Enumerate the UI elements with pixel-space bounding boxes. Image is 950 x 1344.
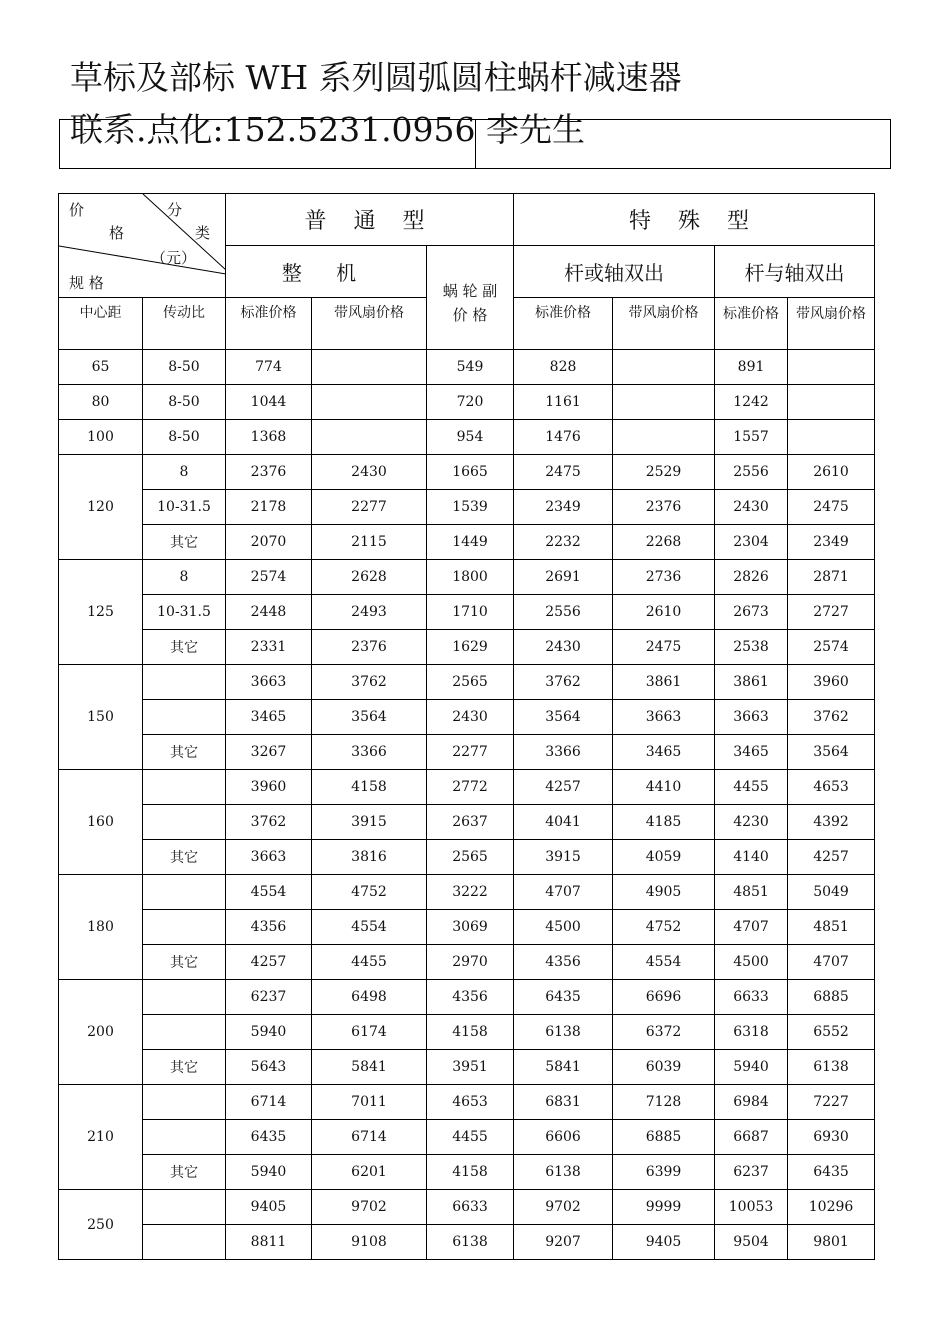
price-cell: 1665	[427, 455, 514, 490]
price-cell: 4257	[226, 945, 312, 980]
contact-box	[59, 110, 891, 169]
price-cell: 4500	[514, 910, 613, 945]
table-row	[59, 735, 875, 770]
corner-lei: 类	[195, 224, 211, 242]
price-cell: 2070	[226, 525, 312, 560]
price-cell: 6696	[613, 980, 715, 1015]
ratio-cell: 其它	[143, 945, 226, 980]
price-cell: 6138	[514, 1015, 613, 1050]
price-cell: 3366	[312, 735, 427, 770]
ratio-cell	[143, 910, 226, 945]
price-cell: 2736	[613, 560, 715, 595]
center-distance-cell: 125	[59, 560, 143, 665]
table-row	[59, 420, 875, 455]
price-cell: 6831	[514, 1085, 613, 1120]
price-cell: 9405	[613, 1225, 715, 1260]
table-row	[59, 770, 875, 805]
price-cell: 7227	[788, 1085, 875, 1120]
contact-name: 李先生	[486, 110, 585, 149]
price-cell: 4851	[715, 875, 788, 910]
price-cell	[788, 350, 875, 385]
price-cell: 3915	[514, 840, 613, 875]
price-cell: 1449	[427, 525, 514, 560]
table-row	[59, 1155, 875, 1190]
price-cell: 2556	[715, 455, 788, 490]
corner-header	[59, 194, 226, 298]
price-cell: 954	[427, 420, 514, 455]
price-cell: 4356	[514, 945, 613, 980]
price-cell	[312, 385, 427, 420]
contact-phone: 联系.点化:152.5231.0956	[70, 110, 476, 149]
center-distance-cell: 250	[59, 1190, 143, 1260]
price-cell	[312, 420, 427, 455]
price-cell: 5049	[788, 875, 875, 910]
table-row	[59, 910, 875, 945]
table-row	[59, 665, 875, 700]
price-cell: 1557	[715, 420, 788, 455]
price-cell: 6372	[613, 1015, 715, 1050]
price-cell: 549	[427, 350, 514, 385]
price-cell: 3663	[715, 700, 788, 735]
ratio-cell: 其它	[143, 630, 226, 665]
price-cell: 2610	[613, 595, 715, 630]
price-cell: 2430	[514, 630, 613, 665]
price-cell: 4455	[312, 945, 427, 980]
price-cell: 8811	[226, 1225, 312, 1260]
price-cell: 1044	[226, 385, 312, 420]
center-distance-cell: 150	[59, 665, 143, 770]
price-cell: 4707	[715, 910, 788, 945]
price-cell: 6498	[312, 980, 427, 1015]
price-cell: 720	[427, 385, 514, 420]
ratio-cell: 8	[143, 560, 226, 595]
price-cell: 2691	[514, 560, 613, 595]
table-row	[59, 1190, 875, 1225]
ratio-cell: 10-31.5	[143, 490, 226, 525]
price-cell: 4041	[514, 805, 613, 840]
worm-pair-price-label: 价 格	[452, 305, 488, 324]
price-cell: 6885	[788, 980, 875, 1015]
table-row	[59, 350, 875, 385]
ratio-cell	[143, 700, 226, 735]
price-cell: 774	[226, 350, 312, 385]
center-distance-cell: 120	[59, 455, 143, 560]
price-cell: 9702	[514, 1190, 613, 1225]
price-cell: 5643	[226, 1050, 312, 1085]
price-cell: 6714	[312, 1120, 427, 1155]
price-cell: 4653	[788, 770, 875, 805]
price-cell: 10053	[715, 1190, 788, 1225]
table-row	[59, 875, 875, 910]
price-cell: 2475	[514, 455, 613, 490]
col-std-price: 标准价格	[226, 298, 312, 350]
ratio-cell: 其它	[143, 840, 226, 875]
table-row	[59, 595, 875, 630]
price-cell: 1710	[427, 595, 514, 630]
price-cell: 2349	[788, 525, 875, 560]
price-cell: 1161	[514, 385, 613, 420]
price-cell: 3960	[226, 770, 312, 805]
price-cell: 2430	[427, 700, 514, 735]
price-cell: 6318	[715, 1015, 788, 1050]
table-row	[59, 385, 875, 420]
ratio-cell: 其它	[143, 1155, 226, 1190]
price-cell: 3564	[788, 735, 875, 770]
price-cell: 2556	[514, 595, 613, 630]
price-cell: 4257	[514, 770, 613, 805]
price-cell: 2574	[226, 560, 312, 595]
price-cell: 6237	[226, 980, 312, 1015]
worm-pair-header	[427, 246, 514, 350]
ratio-cell	[143, 1225, 226, 1260]
price-cell: 2826	[715, 560, 788, 595]
price-cell: 6138	[788, 1050, 875, 1085]
price-cell: 5940	[715, 1050, 788, 1085]
price-cell: 2376	[312, 630, 427, 665]
table-row	[59, 980, 875, 1015]
ratio-cell	[143, 770, 226, 805]
price-cell: 6237	[715, 1155, 788, 1190]
table-row	[59, 700, 875, 735]
ratio-cell	[143, 1190, 226, 1225]
price-cell: 4707	[788, 945, 875, 980]
price-cell: 3663	[613, 700, 715, 735]
col-single-std: 标准价格	[514, 298, 613, 350]
price-cell: 2565	[427, 840, 514, 875]
price-table	[58, 193, 875, 1260]
price-cell: 3915	[312, 805, 427, 840]
price-cell: 3762	[312, 665, 427, 700]
price-cell: 5841	[312, 1050, 427, 1085]
price-cell	[312, 350, 427, 385]
corner-spec: 规 格	[69, 274, 104, 292]
price-cell: 6399	[613, 1155, 715, 1190]
price-cell: 6606	[514, 1120, 613, 1155]
price-cell: 2349	[514, 490, 613, 525]
corner-unit: （元）	[151, 249, 197, 267]
price-cell: 1242	[715, 385, 788, 420]
table-row	[59, 1225, 875, 1260]
price-cell: 1800	[427, 560, 514, 595]
price-cell: 2376	[226, 455, 312, 490]
price-cell: 6633	[715, 980, 788, 1015]
worm-pair-label: 蜗 轮 副	[442, 281, 498, 300]
price-cell: 3465	[715, 735, 788, 770]
price-cell: 4554	[312, 910, 427, 945]
price-cell: 1476	[514, 420, 613, 455]
price-cell: 6174	[312, 1015, 427, 1050]
normal-type-header: 普 通 型	[226, 194, 514, 246]
center-distance-cell: 100	[59, 420, 143, 455]
price-cell: 3069	[427, 910, 514, 945]
price-cell: 5940	[226, 1155, 312, 1190]
price-cell: 4392	[788, 805, 875, 840]
price-cell: 2178	[226, 490, 312, 525]
price-cell: 2268	[613, 525, 715, 560]
double-out-header: 杆与轴双出	[715, 246, 875, 298]
price-cell: 4752	[613, 910, 715, 945]
price-cell: 2610	[788, 455, 875, 490]
price-cell: 1368	[226, 420, 312, 455]
price-cell: 2430	[715, 490, 788, 525]
ratio-cell	[143, 875, 226, 910]
center-distance-cell: 210	[59, 1085, 143, 1190]
price-cell: 4356	[226, 910, 312, 945]
table-row	[59, 1015, 875, 1050]
price-cell: 2529	[613, 455, 715, 490]
price-cell: 2277	[312, 490, 427, 525]
ratio-cell	[143, 980, 226, 1015]
price-cell: 6201	[312, 1155, 427, 1190]
table-row	[59, 1085, 875, 1120]
price-cell: 6138	[427, 1225, 514, 1260]
table-row	[59, 1120, 875, 1155]
price-cell: 4851	[788, 910, 875, 945]
price-cell: 2637	[427, 805, 514, 840]
price-cell: 1539	[427, 490, 514, 525]
price-cell: 4410	[613, 770, 715, 805]
price-cell: 4230	[715, 805, 788, 840]
price-cell: 3762	[226, 805, 312, 840]
ratio-cell	[143, 1015, 226, 1050]
price-cell: 9207	[514, 1225, 613, 1260]
price-cell: 9999	[613, 1190, 715, 1225]
col-center: 中心距	[59, 298, 143, 350]
price-cell: 4158	[427, 1015, 514, 1050]
page-title: 草标及部标 WH 系列圆弧圆柱蜗杆减速器	[70, 58, 682, 97]
contact-divider	[475, 120, 476, 168]
price-cell: 3861	[715, 665, 788, 700]
price-cell: 2277	[427, 735, 514, 770]
price-cell: 3366	[514, 735, 613, 770]
table-row	[59, 840, 875, 875]
ratio-cell: 8-50	[143, 420, 226, 455]
ratio-cell: 其它	[143, 735, 226, 770]
table-row	[59, 1050, 875, 1085]
price-cell: 2115	[312, 525, 427, 560]
price-cell: 9504	[715, 1225, 788, 1260]
price-cell: 6633	[427, 1190, 514, 1225]
price-cell: 6930	[788, 1120, 875, 1155]
price-cell: 5940	[226, 1015, 312, 1050]
table-row	[59, 560, 875, 595]
price-cell: 4185	[613, 805, 715, 840]
price-cell: 3663	[226, 840, 312, 875]
price-cell: 6687	[715, 1120, 788, 1155]
price-cell: 3465	[226, 700, 312, 735]
price-cell: 6435	[226, 1120, 312, 1155]
price-cell: 2376	[613, 490, 715, 525]
price-cell: 6039	[613, 1050, 715, 1085]
single-out-header: 杆或轴双出	[514, 246, 715, 298]
price-cell: 3267	[226, 735, 312, 770]
center-distance-cell: 160	[59, 770, 143, 875]
price-cell: 4455	[427, 1120, 514, 1155]
price-cell: 2475	[613, 630, 715, 665]
price-cell	[613, 420, 715, 455]
price-cell: 4554	[226, 875, 312, 910]
center-distance-cell: 200	[59, 980, 143, 1085]
price-cell: 1629	[427, 630, 514, 665]
price-cell: 4455	[715, 770, 788, 805]
price-cell: 6435	[788, 1155, 875, 1190]
price-cell	[613, 385, 715, 420]
price-cell: 4905	[613, 875, 715, 910]
price-cell	[788, 420, 875, 455]
price-cell: 2430	[312, 455, 427, 490]
center-distance-cell: 80	[59, 385, 143, 420]
table-row	[59, 455, 875, 490]
table-row	[59, 630, 875, 665]
price-cell: 3222	[427, 875, 514, 910]
price-cell: 4356	[427, 980, 514, 1015]
corner-price-char: 价	[69, 201, 85, 219]
price-cell: 4554	[613, 945, 715, 980]
price-cell: 2331	[226, 630, 312, 665]
price-cell: 2727	[788, 595, 875, 630]
center-distance-cell: 65	[59, 350, 143, 385]
price-cell: 5841	[514, 1050, 613, 1085]
ratio-cell: 8-50	[143, 385, 226, 420]
price-cell: 4707	[514, 875, 613, 910]
price-cell: 3960	[788, 665, 875, 700]
price-cell: 891	[715, 350, 788, 385]
price-cell: 828	[514, 350, 613, 385]
price-cell: 6714	[226, 1085, 312, 1120]
price-cell: 3762	[788, 700, 875, 735]
price-cell: 4158	[312, 770, 427, 805]
price-cell: 2448	[226, 595, 312, 630]
price-cell: 2475	[788, 490, 875, 525]
price-cell: 3816	[312, 840, 427, 875]
ratio-cell: 其它	[143, 1050, 226, 1085]
table-row	[59, 490, 875, 525]
ratio-cell: 8	[143, 455, 226, 490]
table-row	[59, 525, 875, 560]
table-row	[59, 805, 875, 840]
price-cell: 2574	[788, 630, 875, 665]
price-cell: 3861	[613, 665, 715, 700]
price-cell: 2673	[715, 595, 788, 630]
price-cell: 2871	[788, 560, 875, 595]
price-cell	[613, 350, 715, 385]
price-cell: 9702	[312, 1190, 427, 1225]
price-cell: 2538	[715, 630, 788, 665]
ratio-cell	[143, 665, 226, 700]
col-single-fan: 带风扇价格	[613, 298, 715, 350]
price-cell: 6552	[788, 1015, 875, 1050]
col-double-std: 标准价格	[715, 298, 788, 350]
center-distance-cell: 180	[59, 875, 143, 980]
ratio-cell	[143, 1085, 226, 1120]
price-cell: 3762	[514, 665, 613, 700]
col-fan-price: 带风扇价格	[312, 298, 427, 350]
ratio-cell	[143, 805, 226, 840]
price-cell: 4500	[715, 945, 788, 980]
price-cell	[788, 385, 875, 420]
table-row	[59, 945, 875, 980]
price-cell: 9108	[312, 1225, 427, 1260]
col-double-fan: 带风扇价格	[788, 298, 875, 350]
price-cell: 4257	[788, 840, 875, 875]
ratio-cell	[143, 1120, 226, 1155]
price-cell: 3564	[514, 700, 613, 735]
price-cell: 2493	[312, 595, 427, 630]
special-type-header: 特 殊 型	[514, 194, 875, 246]
price-cell: 3663	[226, 665, 312, 700]
ratio-cell: 其它	[143, 525, 226, 560]
price-cell: 6885	[613, 1120, 715, 1155]
price-cell: 2970	[427, 945, 514, 980]
price-cell: 2772	[427, 770, 514, 805]
price-cell: 3465	[613, 735, 715, 770]
price-cell: 4140	[715, 840, 788, 875]
price-cell: 6138	[514, 1155, 613, 1190]
price-cell: 4059	[613, 840, 715, 875]
price-cell: 9405	[226, 1190, 312, 1225]
price-cell: 2565	[427, 665, 514, 700]
price-cell: 3564	[312, 700, 427, 735]
ratio-cell: 8-50	[143, 350, 226, 385]
price-cell: 2628	[312, 560, 427, 595]
price-cell: 4158	[427, 1155, 514, 1190]
price-cell: 3951	[427, 1050, 514, 1085]
price-cell: 7011	[312, 1085, 427, 1120]
price-cell: 6984	[715, 1085, 788, 1120]
price-cell: 4752	[312, 875, 427, 910]
price-cell: 2304	[715, 525, 788, 560]
price-cell: 4653	[427, 1085, 514, 1120]
corner-fen: 分	[167, 201, 183, 219]
price-cell: 2232	[514, 525, 613, 560]
price-cell: 6435	[514, 980, 613, 1015]
corner-price-char2: 格	[109, 224, 125, 242]
col-ratio: 传动比	[143, 298, 226, 350]
price-cell: 10296	[788, 1190, 875, 1225]
ratio-cell: 10-31.5	[143, 595, 226, 630]
whole-machine-header: 整 机	[226, 246, 427, 298]
price-cell: 7128	[613, 1085, 715, 1120]
price-cell: 9801	[788, 1225, 875, 1260]
